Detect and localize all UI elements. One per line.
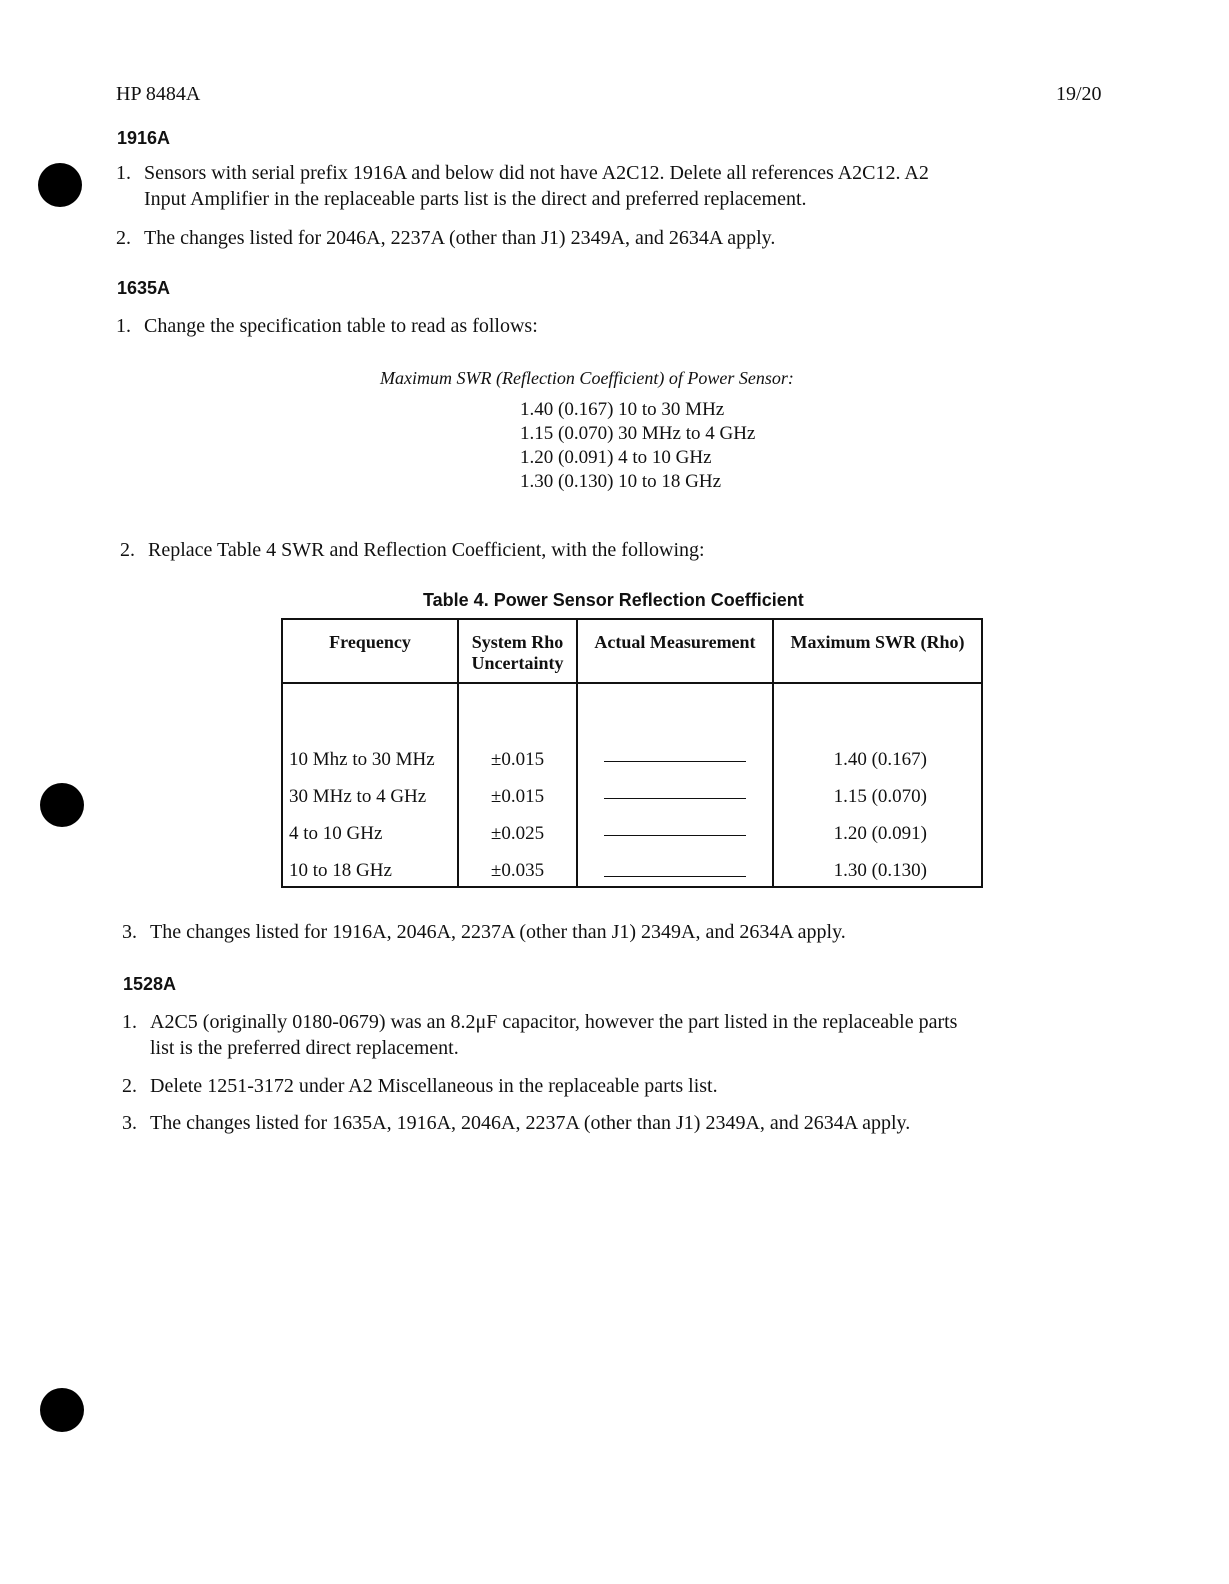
- list-item: [116, 228, 775, 248]
- item-number: 2.: [116, 227, 131, 249]
- document-title: HP 8484A: [116, 83, 201, 105]
- list-item-continuation: Input Amplifier in the replaceable parts list is the direct and preferred replacement.: [144, 188, 807, 210]
- list-item: [120, 540, 705, 560]
- item-number: 3.: [122, 921, 137, 943]
- list-item: [122, 922, 846, 942]
- measurement-blank: [577, 734, 773, 771]
- table-row: [282, 771, 982, 808]
- item-text: Delete 1251-3172 under A2 Miscellaneous in the replaceable parts list.: [150, 1075, 718, 1097]
- measurement-blank: [577, 845, 773, 887]
- punch-hole: [38, 163, 82, 207]
- table-row: [282, 734, 982, 771]
- max-swr-cell: 1.15 (0.070): [773, 771, 982, 808]
- section-heading-1528a: 1528A: [123, 974, 177, 994]
- uncertainty-cell: ±0.015: [458, 771, 577, 808]
- item-text: The changes listed for 2046A, 2237A (other than J1) 2349A, and 2634A apply.: [144, 227, 776, 249]
- punch-hole: [40, 783, 84, 827]
- item-text: Change the specification table to read as follows:: [144, 315, 538, 337]
- frequency-cell: 10 Mhz to 30 MHz: [282, 734, 458, 771]
- list-item-continuation: list is the preferred direct replacement.: [150, 1037, 459, 1059]
- item-text: The changes listed for 1635A, 1916A, 2046A, 2237A (other than J1) 2349A, and 2634A apply.: [150, 1112, 911, 1134]
- spec-line: 1.40 (0.167) 10 to 30 MHz: [520, 399, 725, 420]
- measurement-blank: [577, 771, 773, 808]
- item-number: 1.: [116, 162, 131, 184]
- item-text: Sensors with serial prefix 1916A and below did not have A2C12. Delete all references A2C12. A2: [144, 162, 929, 184]
- item-number: 1.: [116, 315, 131, 337]
- uncertainty-cell: ±0.015: [458, 734, 577, 771]
- item-number: 2.: [122, 1075, 137, 1097]
- measurement-blank: [577, 808, 773, 845]
- max-swr-cell: 1.20 (0.091): [773, 808, 982, 845]
- item-text: A2C5 (originally 0180-0679) was an 8.2μF capacitor, however the part listed in the replaceable parts: [150, 1011, 958, 1033]
- frequency-cell: 10 to 18 GHz: [282, 845, 458, 887]
- table-title: Table 4. Power Sensor Reflection Coefficient: [423, 590, 804, 610]
- table-row: [282, 808, 982, 845]
- frequency-cell: 30 MHz to 4 GHz: [282, 771, 458, 808]
- list-item: [116, 316, 538, 336]
- item-text: The changes listed for 1916A, 2046A, 2237A (other than J1) 2349A, and 2634A apply.: [150, 921, 846, 943]
- max-swr-cell: 1.40 (0.167): [773, 734, 982, 771]
- list-item: [122, 1076, 718, 1096]
- spec-line: 1.15 (0.070) 30 MHz to 4 GHz: [520, 423, 756, 444]
- max-swr-cell: 1.30 (0.130): [773, 845, 982, 887]
- spec-line: 1.30 (0.130) 10 to 18 GHz: [520, 471, 722, 492]
- item-number: 2.: [120, 539, 135, 561]
- page-number: 19/20: [1056, 83, 1102, 105]
- column-header: Actual Measurement: [577, 619, 773, 683]
- spec-line: 1.20 (0.091) 4 to 10 GHz: [520, 447, 712, 468]
- spec-caption: Maximum SWR (Reflection Coefficient) of Power Sensor:: [380, 368, 794, 388]
- frequency-cell: 4 to 10 GHz: [282, 808, 458, 845]
- list-item: [122, 1012, 957, 1032]
- column-header: Frequency: [282, 619, 458, 683]
- uncertainty-cell: ±0.035: [458, 845, 577, 887]
- list-item: [116, 163, 929, 183]
- section-heading-1916a: 1916A: [117, 128, 171, 148]
- item-number: 3.: [122, 1112, 137, 1134]
- reflection-coefficient-table: [281, 618, 983, 888]
- item-text: Replace Table 4 SWR and Reflection Coefficient, with the following:: [148, 539, 705, 561]
- column-header: System Rho Uncertainty: [458, 619, 577, 683]
- punch-hole: [40, 1388, 84, 1432]
- list-item: [122, 1113, 910, 1133]
- uncertainty-cell: ±0.025: [458, 808, 577, 845]
- section-heading-1635a: 1635A: [117, 278, 171, 298]
- column-header: Maximum SWR (Rho): [773, 619, 982, 683]
- item-number: 1.: [122, 1011, 137, 1033]
- table-row: [282, 845, 982, 887]
